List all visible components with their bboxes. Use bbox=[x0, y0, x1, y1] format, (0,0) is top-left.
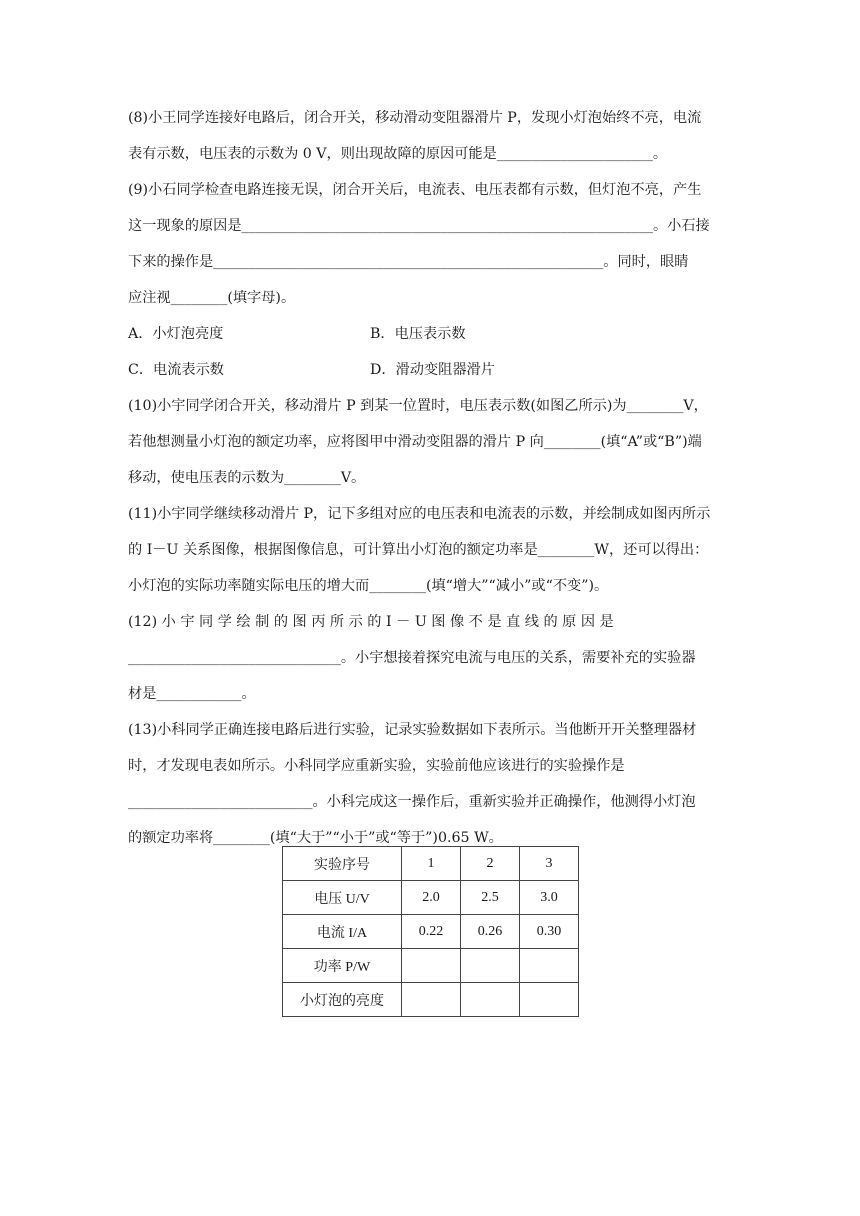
table-cell bbox=[402, 949, 461, 983]
q9-line-4: 应注视________(填字母)。 bbox=[128, 290, 296, 306]
q13-line-1: (13)小科同学正确连接电路后进行实验，记录实验数据如下表所示。当他断开开关整理器材 bbox=[128, 722, 697, 738]
q9-line-1: (9)小石同学检查电路连接无误，闭合开关后，电流表、电压表都有示数，但灯泡不亮，产生 bbox=[128, 182, 702, 198]
q9-options-row-1 bbox=[128, 324, 734, 344]
q12-line-2: ______________________________。小宇想接着探究电流与电压的关系，需要补充的实验器 bbox=[128, 650, 696, 666]
table-row bbox=[283, 881, 579, 915]
table-cell bbox=[461, 983, 520, 1017]
q9-line-2: 这一现象的原因是__________________________________________________________。小石接 bbox=[128, 218, 710, 234]
q13-line-4: 的额定功率将________(填“大于”“小于”或“等于”)0.65 W。 bbox=[128, 830, 503, 846]
table-header-cell: 2 bbox=[461, 847, 520, 881]
q8-line-1: (8)小王同学连接好电路后，闭合开关，移动滑动变阻器滑片 P，发现小灯泡始终不亮，电流 bbox=[128, 110, 702, 126]
table-header-cell: 实验序号 bbox=[283, 847, 402, 881]
table-row bbox=[283, 949, 579, 983]
experiment-data-table bbox=[282, 846, 579, 1017]
table-cell bbox=[520, 949, 579, 983]
option-b: B．电压表示数 bbox=[370, 326, 466, 342]
q10-line-1: (10)小宇同学闭合开关，移动滑片 P 到某一位置时，电压表示数(如图乙所示)为________V， bbox=[128, 398, 708, 414]
table-cell: 电流 I/A bbox=[283, 915, 402, 949]
table-header-cell: 1 bbox=[402, 847, 461, 881]
table-cell: 0.22 bbox=[402, 915, 461, 949]
table-cell: 功率 P/W bbox=[283, 949, 402, 983]
question-text bbox=[128, 108, 734, 864]
option-c: C．电流表示数 bbox=[128, 362, 224, 378]
q11-line-3: 小灯泡的实际功率随实际电压的增大而________(填“增大”“减小”或“不变”)。 bbox=[128, 578, 609, 594]
q12-line-3: 材是____________。 bbox=[128, 686, 256, 702]
table-header-row bbox=[283, 847, 579, 881]
q13-line-3: __________________________。小科完成这一操作后，重新实验并正确操作，他测得小灯泡 bbox=[128, 794, 696, 810]
table-cell bbox=[461, 949, 520, 983]
q9-options-row-2 bbox=[128, 360, 734, 380]
q10-line-2: 若他想测量小灯泡的额定功率，应将图甲中滑动变阻器的滑片 P 向________(填“A”或“B”)端 bbox=[128, 434, 702, 450]
q9-line-3: 下来的操作是_______________________________________________________。同时，眼睛 bbox=[128, 254, 689, 270]
table-cell: 2.5 bbox=[461, 881, 520, 915]
table-row bbox=[283, 915, 579, 949]
q8-line-2: 表有示数，电压表的示数为 0 V，则出现故障的原因可能是______________________。 bbox=[128, 146, 668, 162]
table-cell: 0.26 bbox=[461, 915, 520, 949]
table-row bbox=[283, 983, 579, 1017]
table-cell: 小灯泡的亮度 bbox=[283, 983, 402, 1017]
table-cell bbox=[520, 983, 579, 1017]
q13-line-2: 时，才发现电表如所示。小科同学应重新实验，实验前他应该进行的实验操作是 bbox=[128, 758, 625, 774]
option-d: D．滑动变阻器滑片 bbox=[370, 362, 495, 378]
q10-line-3: 移动，使电压表的示数为________V。 bbox=[128, 470, 366, 486]
table-cell: 2.0 bbox=[402, 881, 461, 915]
q11-line-1: (11)小宇同学继续移动滑片 P，记下多组对应的电压表和电流表的示数，并绘制成如图丙所示 bbox=[128, 506, 711, 522]
q12-line-1: (12) 小 宇 同 学 绘 制 的 图 丙 所 示 的 I － U 图 像 不 是 直 线 的 原 因 是 bbox=[128, 614, 614, 630]
table-header-cell: 3 bbox=[520, 847, 579, 881]
q11-line-2: 的 I－U 关系图像，根据图像信息，可计算出小灯泡的额定功率是________W，还可以得出： bbox=[128, 542, 709, 558]
table-cell: 3.0 bbox=[520, 881, 579, 915]
option-a: A．小灯泡亮度 bbox=[128, 326, 224, 342]
table-cell bbox=[402, 983, 461, 1017]
table-cell: 电压 U/V bbox=[283, 881, 402, 915]
table-cell: 0.30 bbox=[520, 915, 579, 949]
